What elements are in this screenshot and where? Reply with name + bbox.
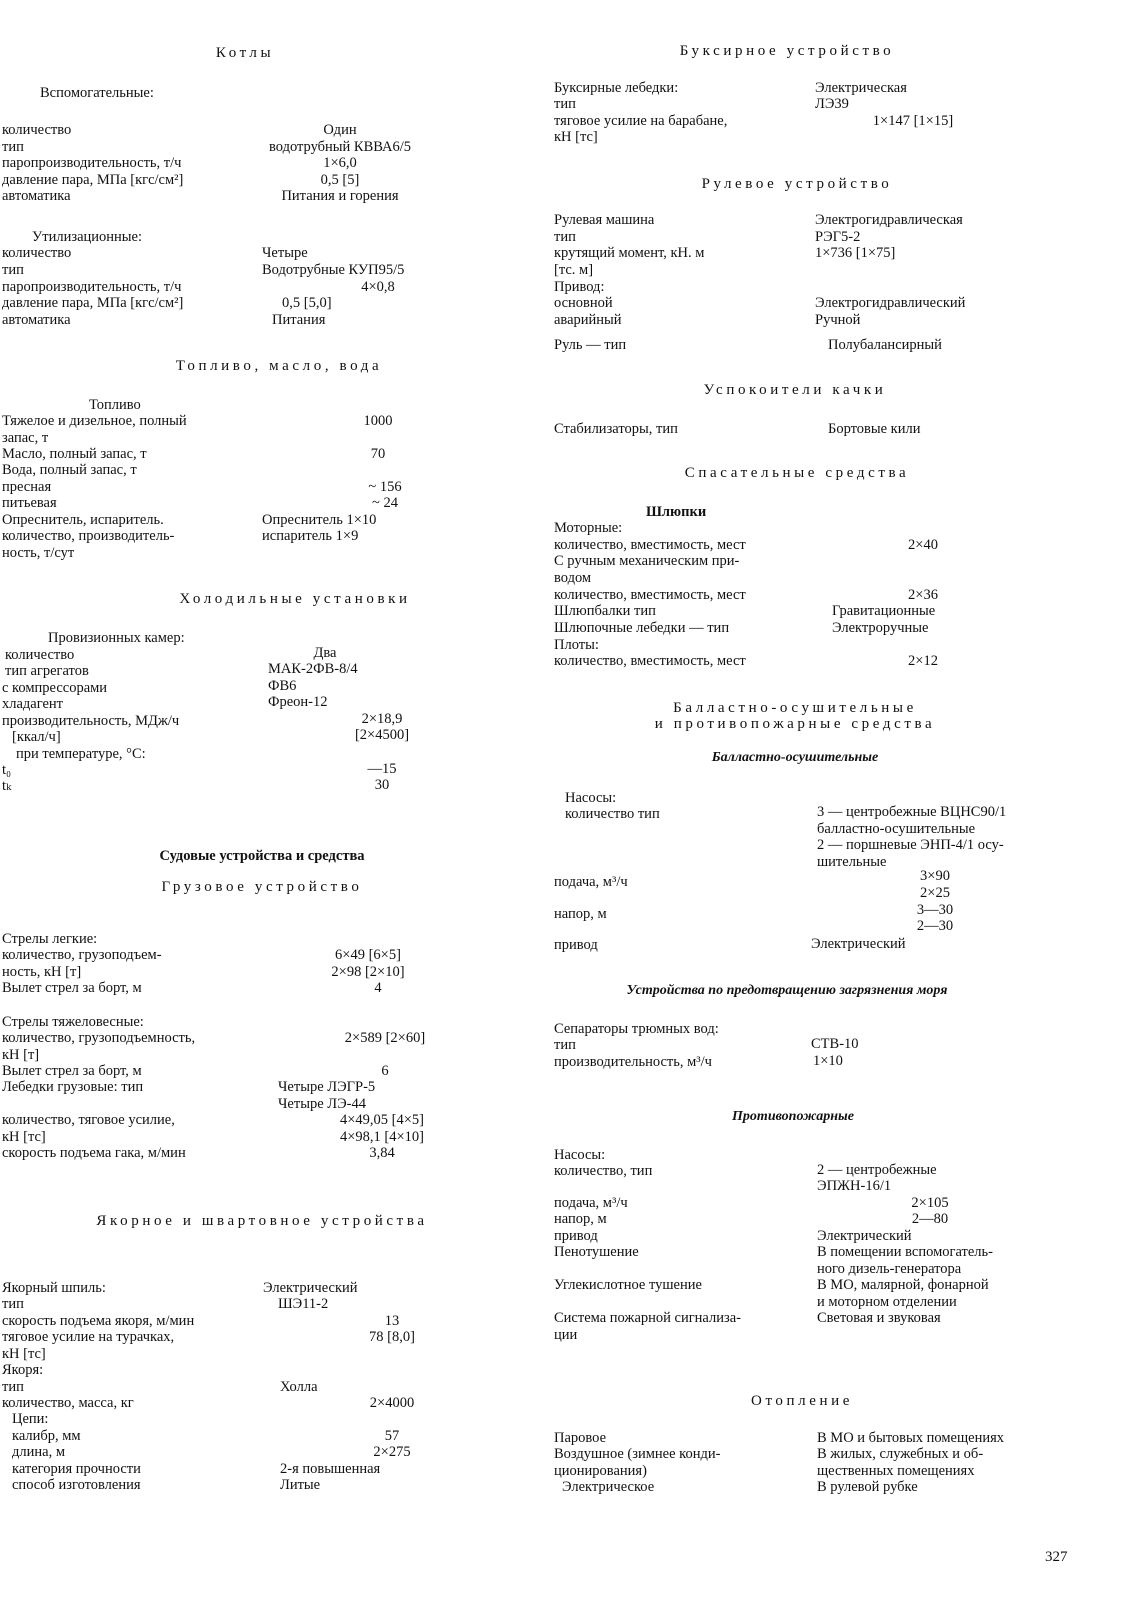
text-line: Электрогидравлический xyxy=(815,295,966,311)
text-line: Полубалансирный xyxy=(828,337,942,353)
text-line: пресная xyxy=(2,479,52,495)
text-line: [ккал/ч] xyxy=(12,729,61,745)
text-line: 2×589 [2×60] xyxy=(344,1030,426,1046)
text-line: Фреон-12 xyxy=(268,694,328,710)
text-line: тяговое усилие на барабане, xyxy=(554,113,728,129)
text-line: скорость подъема якоря, м/мин xyxy=(2,1313,195,1329)
text-line: Питания и горения xyxy=(281,188,399,204)
text-line: категория прочности xyxy=(12,1461,141,1477)
text-line: Питания xyxy=(272,312,326,328)
text-line: 3 — центробежные ВЦНС90/1 xyxy=(817,804,1007,820)
text-line: подача, м³/ч xyxy=(554,874,628,890)
text-line: В рулевой рубке xyxy=(817,1479,918,1495)
text-line: количество, грузоподъем- xyxy=(2,947,162,963)
text-line: 2×36 xyxy=(908,587,938,603)
text-line: ного дизель-генератора xyxy=(817,1261,962,1277)
text-line: Воздушное (зимнее конди- xyxy=(554,1446,721,1462)
text-line: Цепи: xyxy=(12,1411,49,1427)
text-line: ционирования) xyxy=(554,1463,647,1479)
text-line: 1×10 xyxy=(813,1053,843,1069)
text-line: крутящий момент, кН. м xyxy=(554,245,705,261)
text-line: щественных помещениях xyxy=(817,1463,975,1479)
text-line: 78 [8,0] xyxy=(369,1329,415,1345)
text-line: Утилизационные: xyxy=(32,229,143,245)
text-line: Углекислотное тушение xyxy=(554,1277,702,1293)
text-line: Стабилизаторы, тип xyxy=(554,421,678,437)
text-line: 2×40 xyxy=(908,537,938,553)
text-line: 2×4000 xyxy=(369,1395,415,1411)
text-line: 1×147 [1×15] xyxy=(872,113,954,129)
text-line: длина, м xyxy=(12,1444,65,1460)
text-line: 2 — центробежные xyxy=(817,1162,937,1178)
text-line: Вылет стрел за борт, м xyxy=(2,980,142,996)
text-line: Четыре xyxy=(262,245,308,261)
section-heading: Устройства по предотвращению загрязнения моря xyxy=(626,983,948,998)
section-heading: Противопожарные xyxy=(732,1109,854,1124)
text-line: Лебедки грузовые: тип xyxy=(2,1079,144,1095)
text-line: Один xyxy=(323,122,357,138)
text-line: кН [тс] xyxy=(2,1346,46,1362)
text-line: —15 xyxy=(367,761,397,777)
text-line: количество, масса, кг xyxy=(2,1395,134,1411)
text-line: МАК-2ФВ-8/4 xyxy=(268,661,358,677)
text-line: ЭПЖН-16/1 xyxy=(817,1178,892,1194)
text-line: 6 xyxy=(381,1063,389,1079)
text-line: [2×4500] xyxy=(354,727,410,743)
text-line: и моторном отделении xyxy=(817,1294,957,1310)
text-line: tₖ xyxy=(2,778,12,794)
text-line: привод xyxy=(554,1228,598,1244)
section-heading: Балластно-осушительные xyxy=(673,700,917,716)
text-line: 2×275 xyxy=(373,1444,411,1460)
text-line: ~ 24 xyxy=(372,495,398,511)
text-line: 2-я повышенная xyxy=(280,1461,381,1477)
text-line: шительные xyxy=(817,854,887,870)
section-heading: Якорное и швартовное устройства xyxy=(96,1213,428,1229)
section-heading: Грузовое устройство xyxy=(161,879,363,895)
text-line: Опреснитель, испаритель. xyxy=(2,512,164,528)
text-line: Руль — тип xyxy=(554,337,627,353)
section-heading: Шлюпки xyxy=(646,504,707,520)
text-line: 2—30 xyxy=(916,918,954,934)
text-line: количество, тяговое усилие, xyxy=(2,1112,175,1128)
text-line: привод xyxy=(554,937,598,953)
text-line: аварийный xyxy=(554,312,622,328)
text-line: Электрическая xyxy=(815,80,907,96)
text-line: Бортовые кили xyxy=(828,421,921,437)
text-line: паропроизводительность, т/ч xyxy=(2,279,182,295)
text-line: Провизионных камер: xyxy=(48,630,185,646)
text-line: Моторные: xyxy=(554,520,623,536)
text-line: 70 xyxy=(370,446,386,462)
section-heading: Успокоители качки xyxy=(703,382,887,398)
text-line: количество, грузоподъемность, xyxy=(2,1030,196,1046)
text-line: 3—30 xyxy=(916,902,954,918)
text-line: при температуре, °C: xyxy=(16,746,146,762)
text-line: 1000 xyxy=(363,413,393,429)
text-line: Рулевая машина xyxy=(554,212,655,228)
page-number: 327 xyxy=(1045,1549,1068,1565)
text-line: Масло, полный запас, т xyxy=(2,446,147,462)
text-line: основной xyxy=(554,295,613,311)
text-line: ШЭ11-2 xyxy=(278,1296,329,1312)
text-line: Стрелы тяжеловесные: xyxy=(2,1014,144,1030)
text-line: количество, тип xyxy=(554,1163,653,1179)
text-line: Световая и звуковая xyxy=(817,1310,941,1326)
text-line: СТВ-10 xyxy=(811,1036,859,1052)
text-line: 2×105 xyxy=(911,1195,949,1211)
text-line: тяговое усилие на турачках, xyxy=(2,1329,175,1345)
text-line: 2×25 xyxy=(920,885,950,901)
text-line: тип xyxy=(554,96,576,112)
section-heading: Буксирное устройство xyxy=(679,43,895,59)
text-line: 2×12 xyxy=(908,653,938,669)
text-line: давление пара, МПа [кгс/см²] xyxy=(2,295,184,311)
text-line: тип агрегатов xyxy=(5,663,89,679)
text-line: 6×49 [6×5] xyxy=(335,947,401,963)
text-line: Электроручные xyxy=(832,620,929,636)
text-line: Якорный шпиль: xyxy=(2,1280,106,1296)
section-heading: Судовые устройства и средства xyxy=(159,848,365,864)
text-line: Топливо xyxy=(89,397,141,413)
text-line: 4×98,1 [4×10] xyxy=(339,1129,425,1145)
text-line: скорость подъема гака, м/мин xyxy=(2,1145,186,1161)
text-line: количество тип xyxy=(565,806,660,822)
text-line: тип xyxy=(2,1379,24,1395)
text-line: ЛЭ39 xyxy=(815,96,849,112)
text-line: [тс. м] xyxy=(554,262,594,278)
text-line: ~ 156 xyxy=(368,479,402,495)
text-line: производительность, МДж/ч xyxy=(2,713,180,729)
text-line: водотрубный КВВА6/5 xyxy=(268,139,412,155)
text-line: 2 — поршневые ЭНП-4/1 осу- xyxy=(817,837,1004,853)
text-line: Литые xyxy=(280,1477,321,1493)
text-line: Пенотушение xyxy=(554,1244,639,1260)
text-line: способ изготовления xyxy=(12,1477,141,1493)
text-line: количество xyxy=(5,647,75,663)
text-line: Насосы: xyxy=(565,790,617,806)
text-line: ФВ6 xyxy=(268,678,297,694)
section-heading: Рулевое устройство xyxy=(701,176,893,192)
text-line: тип xyxy=(554,229,576,245)
text-line: 0,5 [5] xyxy=(320,172,360,188)
text-line: напор, м xyxy=(554,1211,607,1227)
text-line: запас, т xyxy=(2,430,49,446)
text-line: В МО, малярной, фонарной xyxy=(817,1277,989,1293)
text-line: Плоты: xyxy=(554,637,599,653)
text-line: Гравитационные xyxy=(832,603,936,619)
text-line: кН [тс] xyxy=(554,129,598,145)
section-heading: Топливо, масло, вода xyxy=(175,358,383,374)
text-line: Якоря: xyxy=(2,1362,44,1378)
text-line: испаритель 1×9 xyxy=(262,528,359,544)
text-line: 4×49,05 [4×5] xyxy=(339,1112,425,1128)
text-line: давление пара, МПа [кгс/см²] xyxy=(2,172,184,188)
text-line: Электрическое xyxy=(562,1479,655,1495)
text-line: Сепараторы трюмных вод: xyxy=(554,1021,719,1037)
text-line: 2—80 xyxy=(911,1211,949,1227)
text-line: балластно-осушительные xyxy=(817,821,976,837)
text-line: Электрический xyxy=(263,1280,358,1296)
text-line: Электрогидравлическая xyxy=(815,212,963,228)
text-line: автоматика xyxy=(2,188,71,204)
section-heading: Котлы xyxy=(215,45,275,61)
text-line: Опреснитель 1×10 xyxy=(262,512,377,528)
text-line: Буксирные лебедки: xyxy=(554,80,679,96)
text-line: Вода, полный запас, т xyxy=(2,462,137,478)
text-line: калибр, мм xyxy=(12,1428,81,1444)
text-line: Вылет стрел за борт, м xyxy=(2,1063,142,1079)
text-line: тип xyxy=(2,1296,24,1312)
text-line: Водотрубные КУП95/5 xyxy=(262,262,405,278)
text-line: 4×0,8 xyxy=(361,279,395,295)
text-line: водом xyxy=(554,570,592,586)
text-line: ность, т/сут xyxy=(2,545,75,561)
text-line: количество xyxy=(2,122,72,138)
text-line: 57 xyxy=(384,1428,400,1444)
text-line: автоматика xyxy=(2,312,71,328)
text-line: 1×736 [1×75] xyxy=(815,245,896,261)
text-line: тип xyxy=(2,139,24,155)
text-line: питьевая xyxy=(2,495,57,511)
text-line: ность, кН [т] xyxy=(2,964,82,980)
text-line: Четыре ЛЭ-44 xyxy=(278,1096,366,1112)
text-line: тип xyxy=(554,1037,576,1053)
text-line: 2×98 [2×10] xyxy=(331,964,405,980)
text-line: Тяжелое и дизельное, полный xyxy=(2,413,187,429)
text-line: кН [тс] xyxy=(2,1129,46,1145)
text-line: 13 xyxy=(384,1313,400,1329)
text-line: Шлюпочные лебедки — тип xyxy=(554,620,730,636)
text-line: РЭГ5-2 xyxy=(815,229,861,245)
text-line: Насосы: xyxy=(554,1147,606,1163)
text-line: В помещении вспомогатель- xyxy=(817,1244,993,1260)
text-line: Электрический xyxy=(811,936,906,952)
text-line: 30 xyxy=(374,777,390,793)
text-line: количество xyxy=(2,245,72,261)
text-line: 4 xyxy=(374,980,382,996)
text-line: Холла xyxy=(280,1379,318,1395)
text-line: с компрессорами xyxy=(2,680,108,696)
text-line: тип xyxy=(2,262,24,278)
text-line: Ручной xyxy=(815,312,861,328)
text-line: С ручным механическим при- xyxy=(554,553,740,569)
text-line: количество, производитель- xyxy=(2,528,175,544)
text-line: Электрический xyxy=(817,1228,912,1244)
text-line: 0,5 [5,0] xyxy=(282,295,332,311)
text-line: В жилых, служебных и об- xyxy=(817,1446,984,1462)
text-line: 3,84 xyxy=(369,1145,395,1161)
text-line: напор, м xyxy=(554,906,607,922)
text-line: производительность, м³/ч xyxy=(554,1054,712,1070)
section-heading: Отопление xyxy=(751,1393,853,1409)
text-line: Четыре ЛЭГР-5 xyxy=(278,1079,376,1095)
section-heading: и противопожарные средства xyxy=(654,716,936,732)
text-line: количество, вместимость, мест xyxy=(554,587,746,603)
text-line: Вспомогательные: xyxy=(40,85,154,101)
text-line: В МО и бытовых помещениях xyxy=(817,1430,1005,1446)
text-line: Система пожарной сигнализа- xyxy=(554,1310,741,1326)
text-line: подача, м³/ч xyxy=(554,1195,628,1211)
text-line: 3×90 xyxy=(920,868,950,884)
text-line: Шлюпбалки тип xyxy=(554,603,656,619)
text-line: хладагент xyxy=(2,696,64,712)
text-line: Два xyxy=(313,645,337,661)
text-line: Паровое xyxy=(554,1430,607,1446)
text-line: Привод: xyxy=(554,279,605,295)
text-line: Стрелы легкие: xyxy=(2,931,98,947)
section-heading: Балластно-осушительные xyxy=(711,750,879,765)
section-heading: Холодильные установки xyxy=(179,591,411,607)
text-line: t₀ xyxy=(2,762,12,778)
section-heading: Спасательные средства xyxy=(684,465,910,481)
text-line: паропроизводительность, т/ч xyxy=(2,155,182,171)
text-line: ции xyxy=(554,1327,578,1343)
text-line: количество, вместимость, мест xyxy=(554,537,746,553)
text-line: 1×6,0 xyxy=(323,155,357,171)
text-line: кН [т] xyxy=(2,1047,40,1063)
text-line: количество, вместимость, мест xyxy=(554,653,746,669)
text-line: 2×18,9 xyxy=(361,711,403,727)
